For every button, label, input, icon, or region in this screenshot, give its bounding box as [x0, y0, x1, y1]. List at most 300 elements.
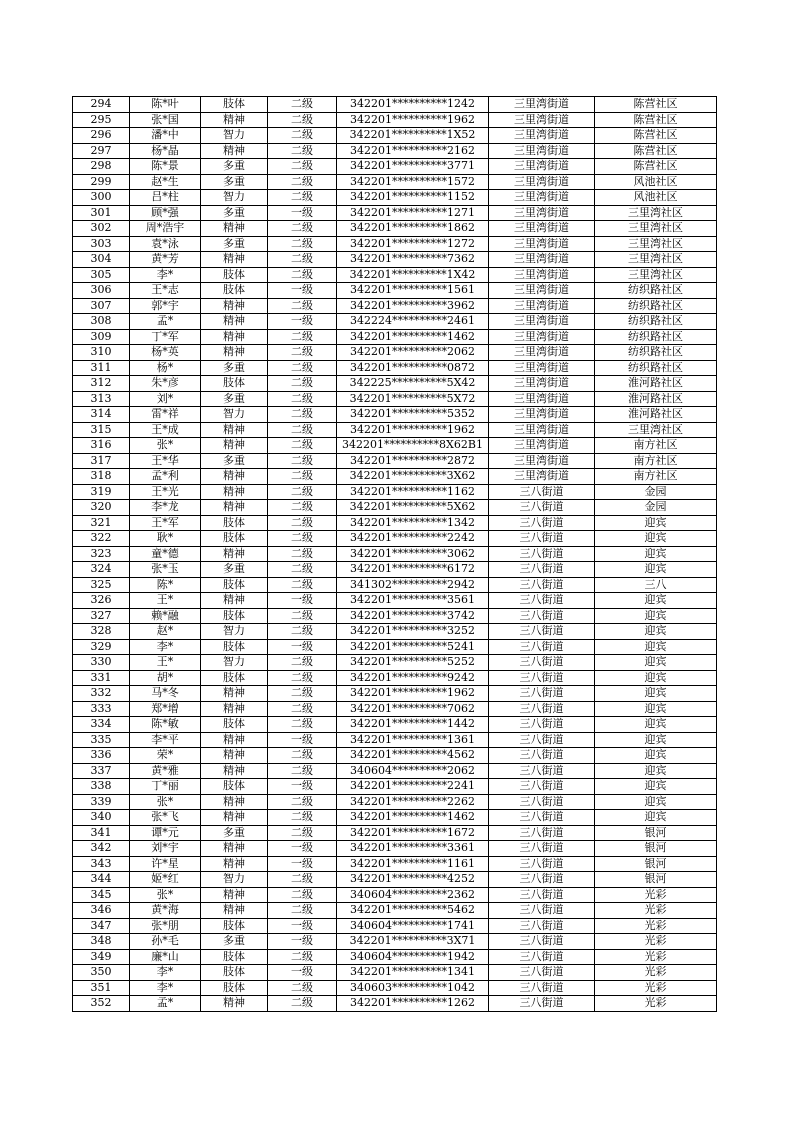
table-row: [73, 949, 717, 965]
row-number-cell: 329: [73, 639, 130, 655]
id-number-cell: 342201**********5352: [337, 407, 489, 423]
disability-level-cell: 二级: [268, 794, 337, 810]
person-name-cell: 丁*丽: [130, 779, 201, 795]
row-number-cell: 350: [73, 965, 130, 981]
disability-type-cell: 多重: [201, 825, 268, 841]
disability-type-cell: 精神: [201, 314, 268, 330]
row-number-cell: 326: [73, 593, 130, 609]
disability-type-cell: 肢体: [201, 949, 268, 965]
row-number-cell: 322: [73, 531, 130, 547]
table-row: [73, 732, 717, 748]
id-number-cell: 342201**********2262: [337, 794, 489, 810]
person-name-cell: 张*: [130, 794, 201, 810]
disability-type-cell: 肢体: [201, 670, 268, 686]
table-row: [73, 283, 717, 299]
table-row: [73, 236, 717, 252]
table-row: [73, 701, 717, 717]
id-number-cell: 340604**********1942: [337, 949, 489, 965]
community-cell: 银河: [595, 872, 717, 888]
street-cell: 三八街道: [489, 577, 595, 593]
person-name-cell: 荣*: [130, 748, 201, 764]
disability-level-cell: 二级: [268, 329, 337, 345]
row-number-cell: 334: [73, 717, 130, 733]
row-number-cell: 302: [73, 221, 130, 237]
street-cell: 三里湾街道: [489, 438, 595, 454]
community-cell: 迎宾: [595, 779, 717, 795]
person-name-cell: 黄*雅: [130, 763, 201, 779]
street-cell: 三八街道: [489, 934, 595, 950]
row-number-cell: 343: [73, 856, 130, 872]
person-name-cell: 廉*山: [130, 949, 201, 965]
street-cell: 三里湾街道: [489, 360, 595, 376]
table-row: [73, 391, 717, 407]
id-number-cell: 342201**********3771: [337, 159, 489, 175]
row-number-cell: 348: [73, 934, 130, 950]
community-cell: 金园: [595, 500, 717, 516]
community-cell: 银河: [595, 825, 717, 841]
disability-level-cell: 二级: [268, 515, 337, 531]
street-cell: 三里湾街道: [489, 391, 595, 407]
row-number-cell: 341: [73, 825, 130, 841]
disability-type-cell: 智力: [201, 655, 268, 671]
table-row: [73, 748, 717, 764]
id-number-cell: 342201**********4252: [337, 872, 489, 888]
person-name-cell: 杨*晶: [130, 143, 201, 159]
person-name-cell: 孙*毛: [130, 934, 201, 950]
disability-type-cell: 精神: [201, 856, 268, 872]
table-row: [73, 903, 717, 919]
row-number-cell: 346: [73, 903, 130, 919]
street-cell: 三里湾街道: [489, 190, 595, 206]
table-row: [73, 841, 717, 857]
id-number-cell: 342201**********1462: [337, 329, 489, 345]
table-row: [73, 996, 717, 1012]
person-name-cell: 孟*利: [130, 469, 201, 485]
disability-level-cell: 一级: [268, 205, 337, 221]
community-cell: 风池社区: [595, 190, 717, 206]
community-cell: 淮河路社区: [595, 376, 717, 392]
row-number-cell: 349: [73, 949, 130, 965]
disability-type-cell: 多重: [201, 174, 268, 190]
table-row: [73, 670, 717, 686]
community-cell: 光彩: [595, 934, 717, 950]
community-cell: 迎宾: [595, 810, 717, 826]
person-name-cell: 黄*海: [130, 903, 201, 919]
street-cell: 三里湾街道: [489, 267, 595, 283]
disability-level-cell: 二级: [268, 267, 337, 283]
table-row: [73, 360, 717, 376]
community-cell: 风池社区: [595, 174, 717, 190]
disability-type-cell: 肢体: [201, 97, 268, 113]
table-row: [73, 159, 717, 175]
disability-type-cell: 精神: [201, 345, 268, 361]
community-cell: 迎宾: [595, 732, 717, 748]
id-number-cell: 340604**********2062: [337, 763, 489, 779]
id-number-cell: 342201**********3561: [337, 593, 489, 609]
row-number-cell: 308: [73, 314, 130, 330]
community-cell: 南方社区: [595, 469, 717, 485]
community-cell: 三里湾社区: [595, 252, 717, 268]
id-number-cell: 342201**********1341: [337, 965, 489, 981]
person-name-cell: 耿*: [130, 531, 201, 547]
person-name-cell: 赖*融: [130, 608, 201, 624]
street-cell: 三里湾街道: [489, 329, 595, 345]
street-cell: 三八街道: [489, 965, 595, 981]
person-name-cell: 王*: [130, 655, 201, 671]
person-name-cell: 王*成: [130, 422, 201, 438]
id-number-cell: 342201**********2872: [337, 453, 489, 469]
person-name-cell: 张*: [130, 438, 201, 454]
person-name-cell: 王*: [130, 593, 201, 609]
street-cell: 三里湾街道: [489, 143, 595, 159]
id-number-cell: 342201**********5X72: [337, 391, 489, 407]
street-cell: 三里湾街道: [489, 112, 595, 128]
disability-level-cell: 一级: [268, 639, 337, 655]
disability-level-cell: 二级: [268, 469, 337, 485]
disability-type-cell: 肢体: [201, 918, 268, 934]
disability-level-cell: 二级: [268, 670, 337, 686]
person-name-cell: 杨*英: [130, 345, 201, 361]
street-cell: 三八街道: [489, 500, 595, 516]
disability-type-cell: 肢体: [201, 267, 268, 283]
community-cell: 迎宾: [595, 701, 717, 717]
street-cell: 三里湾街道: [489, 314, 595, 330]
street-cell: 三里湾街道: [489, 453, 595, 469]
community-cell: 陈营社区: [595, 143, 717, 159]
disability-level-cell: 二级: [268, 608, 337, 624]
disability-type-cell: 肢体: [201, 717, 268, 733]
id-number-cell: 342201**********1271: [337, 205, 489, 221]
disability-level-cell: 二级: [268, 236, 337, 252]
community-cell: 淮河路社区: [595, 391, 717, 407]
street-cell: 三八街道: [489, 546, 595, 562]
disability-type-cell: 精神: [201, 329, 268, 345]
street-cell: 三八街道: [489, 515, 595, 531]
community-cell: 迎宾: [595, 608, 717, 624]
id-number-cell: 342201**********5241: [337, 639, 489, 655]
person-name-cell: 李*: [130, 980, 201, 996]
row-number-cell: 317: [73, 453, 130, 469]
disability-level-cell: 一级: [268, 779, 337, 795]
id-number-cell: 342201**********2062: [337, 345, 489, 361]
id-number-cell: 342201**********2241: [337, 779, 489, 795]
id-number-cell: 342201**********1962: [337, 422, 489, 438]
row-number-cell: 304: [73, 252, 130, 268]
disability-level-cell: 二级: [268, 531, 337, 547]
community-cell: 三里湾社区: [595, 221, 717, 237]
row-number-cell: 311: [73, 360, 130, 376]
row-number-cell: 327: [73, 608, 130, 624]
community-cell: 陈营社区: [595, 97, 717, 113]
table-row: [73, 562, 717, 578]
community-cell: 迎宾: [595, 717, 717, 733]
person-name-cell: 王*华: [130, 453, 201, 469]
table-row: [73, 980, 717, 996]
street-cell: 三八街道: [489, 980, 595, 996]
disability-type-cell: 肢体: [201, 980, 268, 996]
disability-type-cell: 智力: [201, 128, 268, 144]
disability-level-cell: 二级: [268, 810, 337, 826]
street-cell: 三八街道: [489, 562, 595, 578]
disability-type-cell: 肢体: [201, 376, 268, 392]
disability-level-cell: 二级: [268, 360, 337, 376]
community-cell: 三里湾社区: [595, 236, 717, 252]
person-name-cell: 郭*宇: [130, 298, 201, 314]
disability-type-cell: 肢体: [201, 515, 268, 531]
street-cell: 三里湾街道: [489, 469, 595, 485]
street-cell: 三里湾街道: [489, 252, 595, 268]
person-name-cell: 刘*: [130, 391, 201, 407]
disability-type-cell: 精神: [201, 500, 268, 516]
disability-type-cell: 智力: [201, 872, 268, 888]
community-cell: 南方社区: [595, 453, 717, 469]
table-row: [73, 872, 717, 888]
row-number-cell: 299: [73, 174, 130, 190]
disability-level-cell: 二级: [268, 190, 337, 206]
person-name-cell: 朱*彦: [130, 376, 201, 392]
community-cell: 银河: [595, 856, 717, 872]
disability-level-cell: 二级: [268, 221, 337, 237]
table-row: [73, 314, 717, 330]
row-number-cell: 344: [73, 872, 130, 888]
disability-level-cell: 二级: [268, 996, 337, 1012]
id-number-cell: 342201**********1272: [337, 236, 489, 252]
disability-level-cell: 二级: [268, 453, 337, 469]
id-number-cell: 342201**********3252: [337, 624, 489, 640]
id-number-cell: 342201**********1462: [337, 810, 489, 826]
street-cell: 三八街道: [489, 810, 595, 826]
row-number-cell: 335: [73, 732, 130, 748]
street-cell: 三里湾街道: [489, 376, 595, 392]
row-number-cell: 320: [73, 500, 130, 516]
row-number-cell: 301: [73, 205, 130, 221]
person-name-cell: 赵*: [130, 624, 201, 640]
id-number-cell: 342201**********3361: [337, 841, 489, 857]
table-row: [73, 887, 717, 903]
street-cell: 三八街道: [489, 872, 595, 888]
community-cell: 陈营社区: [595, 128, 717, 144]
id-number-cell: 342201**********1962: [337, 686, 489, 702]
disability-type-cell: 智力: [201, 190, 268, 206]
disability-type-cell: 精神: [201, 903, 268, 919]
person-name-cell: 胡*: [130, 670, 201, 686]
row-number-cell: 332: [73, 686, 130, 702]
disability-level-cell: 二级: [268, 903, 337, 919]
community-cell: 迎宾: [595, 639, 717, 655]
disability-type-cell: 肢体: [201, 283, 268, 299]
person-name-cell: 周*浩宇: [130, 221, 201, 237]
disability-level-cell: 二级: [268, 128, 337, 144]
disability-level-cell: 二级: [268, 298, 337, 314]
street-cell: 三里湾街道: [489, 422, 595, 438]
id-number-cell: 342201**********1442: [337, 717, 489, 733]
community-cell: 南方社区: [595, 438, 717, 454]
id-number-cell: 342201**********3742: [337, 608, 489, 624]
community-cell: 迎宾: [595, 562, 717, 578]
disability-type-cell: 精神: [201, 546, 268, 562]
id-number-cell: 342201**********1962: [337, 112, 489, 128]
community-cell: 迎宾: [595, 593, 717, 609]
street-cell: 三里湾街道: [489, 159, 595, 175]
person-name-cell: 杨*: [130, 360, 201, 376]
disability-level-cell: 二级: [268, 391, 337, 407]
street-cell: 三八街道: [489, 949, 595, 965]
row-number-cell: 307: [73, 298, 130, 314]
disability-level-cell: 二级: [268, 159, 337, 175]
street-cell: 三八街道: [489, 825, 595, 841]
disability-type-cell: 精神: [201, 763, 268, 779]
community-cell: 迎宾: [595, 794, 717, 810]
disability-type-cell: 精神: [201, 841, 268, 857]
id-number-cell: 342201**********3062: [337, 546, 489, 562]
person-name-cell: 王*光: [130, 484, 201, 500]
community-cell: 纺织路社区: [595, 329, 717, 345]
disability-type-cell: 多重: [201, 453, 268, 469]
id-number-cell: 342201**********1561: [337, 283, 489, 299]
id-number-cell: 342201**********2242: [337, 531, 489, 547]
disability-level-cell: 二级: [268, 825, 337, 841]
street-cell: 三八街道: [489, 531, 595, 547]
street-cell: 三八街道: [489, 918, 595, 934]
table-row: [73, 407, 717, 423]
disability-type-cell: 精神: [201, 732, 268, 748]
disability-type-cell: 多重: [201, 934, 268, 950]
disability-type-cell: 精神: [201, 593, 268, 609]
row-number-cell: 309: [73, 329, 130, 345]
disability-type-cell: 肢体: [201, 779, 268, 795]
street-cell: 三八街道: [489, 903, 595, 919]
disability-type-cell: 多重: [201, 205, 268, 221]
disability-type-cell: 精神: [201, 996, 268, 1012]
disability-type-cell: 精神: [201, 112, 268, 128]
community-cell: 纺织路社区: [595, 360, 717, 376]
row-number-cell: 324: [73, 562, 130, 578]
street-cell: 三里湾街道: [489, 345, 595, 361]
id-number-cell: 342201**********2162: [337, 143, 489, 159]
disability-level-cell: 二级: [268, 422, 337, 438]
disability-type-cell: 精神: [201, 221, 268, 237]
person-name-cell: 王*军: [130, 515, 201, 531]
table-row: [73, 608, 717, 624]
table-row: [73, 965, 717, 981]
disability-level-cell: 二级: [268, 701, 337, 717]
person-name-cell: 孟*: [130, 996, 201, 1012]
id-number-cell: 342201**********6172: [337, 562, 489, 578]
disability-level-cell: 二级: [268, 763, 337, 779]
community-cell: 光彩: [595, 949, 717, 965]
disability-type-cell: 精神: [201, 469, 268, 485]
person-name-cell: 陈*景: [130, 159, 201, 175]
disability-level-cell: 二级: [268, 624, 337, 640]
disability-level-cell: 二级: [268, 872, 337, 888]
street-cell: 三八街道: [489, 686, 595, 702]
street-cell: 三八街道: [489, 701, 595, 717]
row-number-cell: 305: [73, 267, 130, 283]
person-name-cell: 刘*宇: [130, 841, 201, 857]
person-name-cell: 李*平: [130, 732, 201, 748]
table-row: [73, 531, 717, 547]
table-row: [73, 639, 717, 655]
person-name-cell: 李*龙: [130, 500, 201, 516]
disability-type-cell: 智力: [201, 624, 268, 640]
disability-type-cell: 多重: [201, 236, 268, 252]
table-row: [73, 593, 717, 609]
community-cell: 陈营社区: [595, 159, 717, 175]
disability-level-cell: 二级: [268, 887, 337, 903]
disability-type-cell: 精神: [201, 686, 268, 702]
person-name-cell: 王*志: [130, 283, 201, 299]
table-row: [73, 546, 717, 562]
disability-type-cell: 智力: [201, 407, 268, 423]
person-name-cell: 吕*柱: [130, 190, 201, 206]
street-cell: 三八街道: [489, 484, 595, 500]
community-cell: 迎宾: [595, 686, 717, 702]
street-cell: 三里湾街道: [489, 205, 595, 221]
street-cell: 三八街道: [489, 670, 595, 686]
row-number-cell: 297: [73, 143, 130, 159]
table-row: [73, 469, 717, 485]
disability-level-cell: 一级: [268, 732, 337, 748]
disability-level-cell: 一级: [268, 934, 337, 950]
person-name-cell: 李*: [130, 965, 201, 981]
id-number-cell: 340604**********2362: [337, 887, 489, 903]
id-number-cell: 342201**********4562: [337, 748, 489, 764]
person-name-cell: 雷*祥: [130, 407, 201, 423]
disability-type-cell: 精神: [201, 484, 268, 500]
disability-type-cell: 精神: [201, 422, 268, 438]
row-number-cell: 306: [73, 283, 130, 299]
table-row: [73, 205, 717, 221]
id-number-cell: 342225**********5X42: [337, 376, 489, 392]
person-name-cell: 陈*: [130, 577, 201, 593]
table-row: [73, 655, 717, 671]
street-cell: 三里湾街道: [489, 97, 595, 113]
community-cell: 纺织路社区: [595, 298, 717, 314]
table-row: [73, 143, 717, 159]
street-cell: 三里湾街道: [489, 236, 595, 252]
table-row: [73, 825, 717, 841]
id-number-cell: 342201**********1862: [337, 221, 489, 237]
disability-level-cell: 二级: [268, 546, 337, 562]
id-number-cell: 342201**********1152: [337, 190, 489, 206]
disability-type-cell: 多重: [201, 360, 268, 376]
disability-type-cell: 精神: [201, 143, 268, 159]
disability-level-cell: 二级: [268, 143, 337, 159]
person-name-cell: 袁*泳: [130, 236, 201, 252]
community-cell: 光彩: [595, 887, 717, 903]
community-cell: 迎宾: [595, 655, 717, 671]
row-number-cell: 340: [73, 810, 130, 826]
disability-type-cell: 精神: [201, 701, 268, 717]
row-number-cell: 345: [73, 887, 130, 903]
table-row: [73, 779, 717, 795]
community-cell: 陈营社区: [595, 112, 717, 128]
table-row: [73, 515, 717, 531]
row-number-cell: 325: [73, 577, 130, 593]
community-cell: 迎宾: [595, 624, 717, 640]
person-name-cell: 李*: [130, 267, 201, 283]
person-name-cell: 顾*强: [130, 205, 201, 221]
id-number-cell: 342201**********1242: [337, 97, 489, 113]
street-cell: 三八街道: [489, 593, 595, 609]
row-number-cell: 330: [73, 655, 130, 671]
community-cell: 迎宾: [595, 515, 717, 531]
community-cell: 金园: [595, 484, 717, 500]
table-row: [73, 345, 717, 361]
table-row: [73, 438, 717, 454]
row-number-cell: 339: [73, 794, 130, 810]
id-number-cell: 342201**********7362: [337, 252, 489, 268]
